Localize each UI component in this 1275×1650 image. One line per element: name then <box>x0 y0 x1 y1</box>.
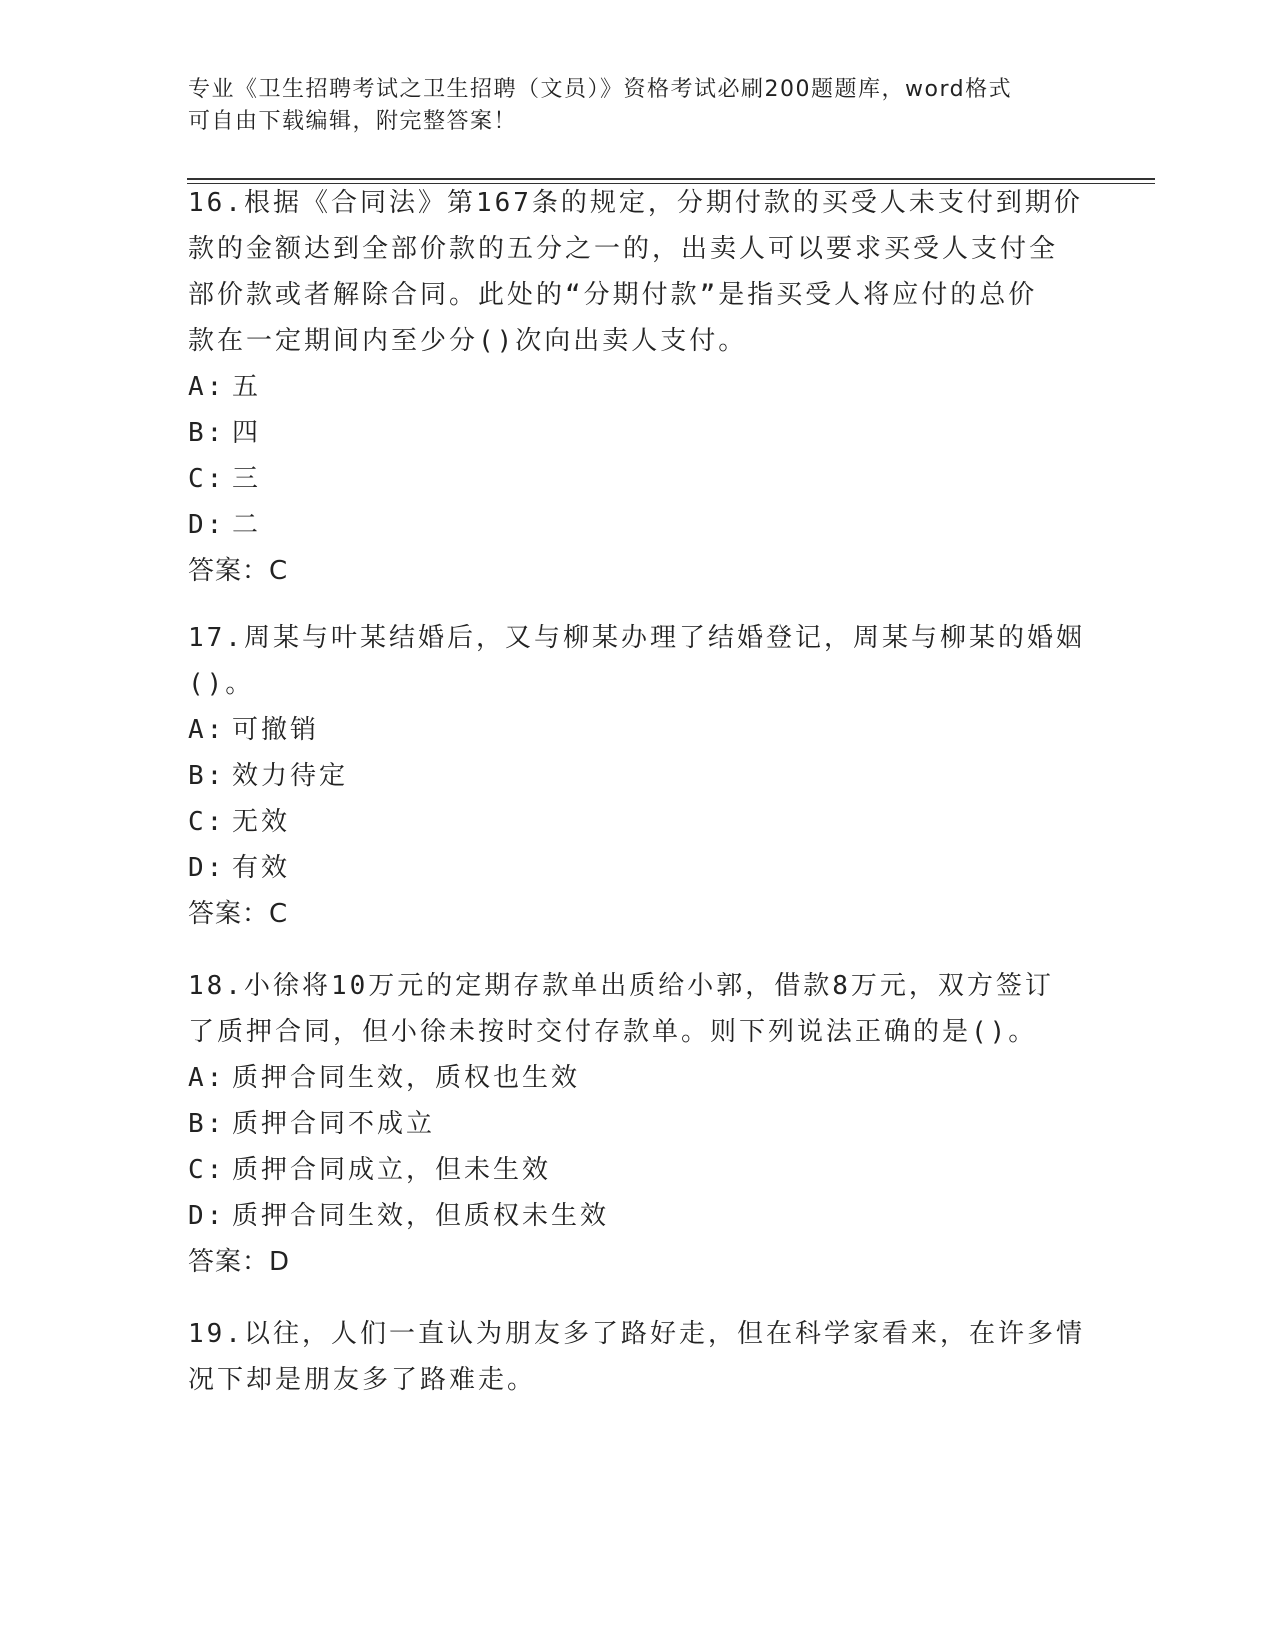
option-c <box>188 799 1088 845</box>
question-line: 19.以往，人们一直认为朋友多了路好走，但在科学家看来，在许多情 <box>188 1319 1085 1349</box>
option-b <box>188 753 1088 799</box>
answer-label: 答案：C <box>188 899 289 929</box>
option-text: 三 <box>232 464 262 494</box>
option-text: 质押合同生效，质权也生效 <box>232 1063 581 1093</box>
option-d <box>188 502 1088 548</box>
option-key: C: <box>188 807 226 837</box>
option-a <box>188 1055 1088 1101</box>
question-line: 了质押合同，但小徐未按时交付存款单。则下列说法正确的是()。 <box>188 1017 1038 1047</box>
question-18 <box>188 963 1088 1285</box>
option-text: 五 <box>232 372 262 402</box>
question-line: 17.周某与叶某结婚后，又与柳某办理了结婚登记，周某与柳某的婚姻 <box>188 623 1085 653</box>
question-line: 款在一定期间内至少分()次向出卖人支付。 <box>188 326 748 356</box>
question-16 <box>188 180 1088 594</box>
option-key: B: <box>188 418 226 448</box>
option-d <box>188 1193 1088 1239</box>
answer-label: 答案：C <box>188 556 289 586</box>
option-key: C: <box>188 1155 226 1185</box>
option-key: D: <box>188 1201 226 1231</box>
option-text: 四 <box>232 418 262 448</box>
option-text: 质押合同不成立 <box>232 1109 436 1139</box>
option-key: C: <box>188 464 226 494</box>
option-b <box>188 1101 1088 1147</box>
answer-label: 答案：D <box>188 1247 291 1277</box>
option-key: A: <box>188 372 226 402</box>
option-c <box>188 1147 1088 1193</box>
document-header <box>188 74 1088 138</box>
header-line-1: 专业《卫生招聘考试之卫生招聘（文员）》资格考试必刷200题题库，word格式 <box>188 77 1013 102</box>
option-text: 质押合同成立，但未生效 <box>232 1155 552 1185</box>
option-text: 效力待定 <box>232 761 349 791</box>
question-17 <box>188 615 1088 937</box>
option-key: B: <box>188 1109 226 1139</box>
option-text: 有效 <box>232 853 291 883</box>
question-line: 部价款或者解除合同。此处的“分期付款”是指买受人将应付的总价 <box>188 280 1038 310</box>
option-a <box>188 707 1088 753</box>
option-text: 无效 <box>232 807 291 837</box>
question-text <box>188 963 1088 1055</box>
option-key: D: <box>188 853 226 883</box>
option-text: 质押合同生效，但质权未生效 <box>232 1201 610 1231</box>
header-line-2: 可自由下载编辑，附完整答案！ <box>188 109 518 134</box>
question-line: ()。 <box>188 669 255 699</box>
question-line: 18.小徐将10万元的定期存款单出质给小郭，借款8万元，双方签订 <box>188 971 1054 1001</box>
question-line: 16.根据《合同法》第167条的规定，分期付款的买受人未支付到期价 <box>188 188 1083 218</box>
question-text <box>188 615 1088 707</box>
question-text <box>188 1311 1088 1403</box>
question-line: 况下却是朋友多了路难走。 <box>188 1365 537 1395</box>
option-key: A: <box>188 715 226 745</box>
option-text: 二 <box>232 510 262 540</box>
option-key: D: <box>188 510 226 540</box>
question-text <box>188 180 1088 364</box>
question-19 <box>188 1311 1088 1403</box>
option-key: B: <box>188 761 226 791</box>
option-c <box>188 456 1088 502</box>
option-key: A: <box>188 1063 226 1093</box>
option-a <box>188 364 1088 410</box>
question-line: 款的金额达到全部价款的五分之一的，出卖人可以要求买受人支付全 <box>188 234 1059 264</box>
option-d <box>188 845 1088 891</box>
option-text: 可撤销 <box>232 715 320 745</box>
option-b <box>188 410 1088 456</box>
